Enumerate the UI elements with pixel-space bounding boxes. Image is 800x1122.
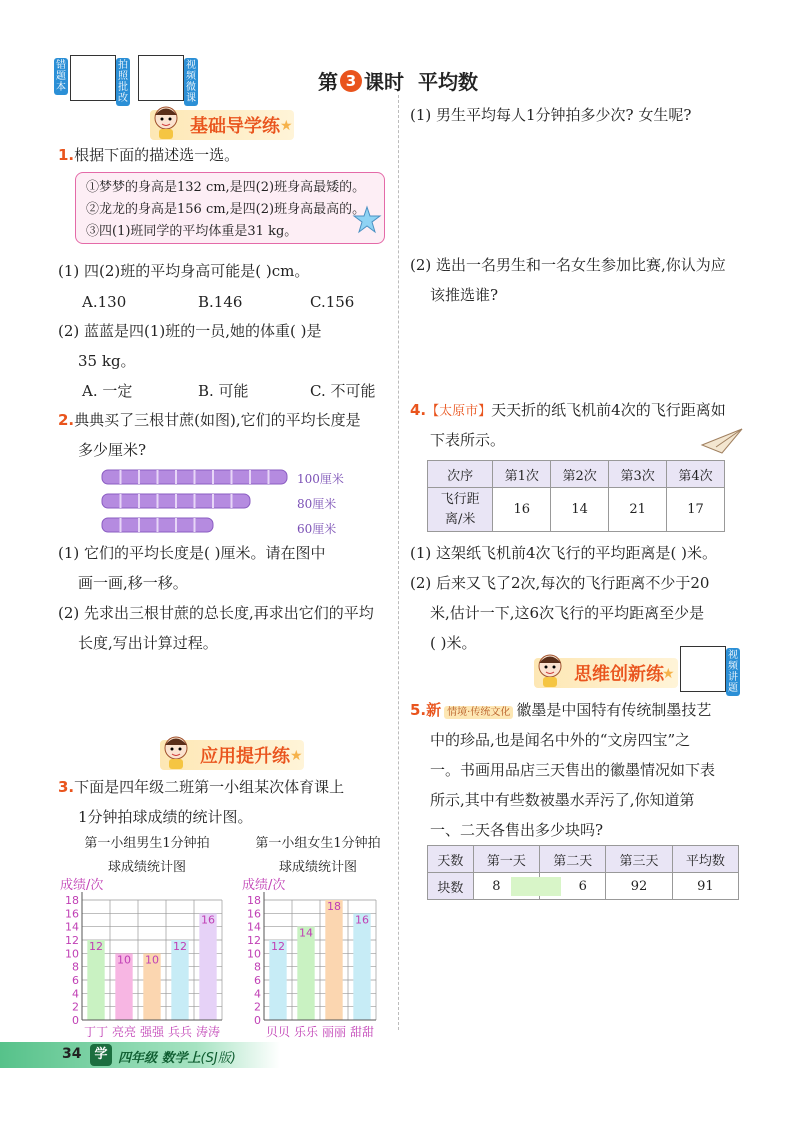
q4-stem-line2: 下表所示。 <box>430 431 506 449</box>
bar-value-label: 10 <box>117 953 131 967</box>
star-icon: ★ <box>662 666 675 682</box>
star-icon: ★ <box>280 118 293 134</box>
page-title: 第 3 课时 平均数 <box>318 70 478 94</box>
bar-value-label: 12 <box>89 940 103 953</box>
table-header: 平均数 <box>672 846 738 873</box>
q1-info-box: ①梦梦的身高是132 cm,是四(2)班身高最矮的。 ②龙龙的身高是156 cm,是四(2)班身高最高的。 ③四(1)班同学的平均体重是31 kg。 <box>75 172 385 244</box>
lesson-number-badge: 3 <box>340 70 362 92</box>
q1-stem: 1.根据下面的描述选一选。 <box>58 146 240 164</box>
sugarcane-60 <box>102 518 213 532</box>
y-tick-label: 2 <box>72 1000 79 1014</box>
q5-line4: 所示,其中有些数被墨水弄污了,你知道第 <box>430 791 695 809</box>
q3-stem: 3.下面是四年级二班第一小组某次体育课上 <box>58 778 345 796</box>
cane-label-2: 80厘米 <box>297 497 337 511</box>
y-axis-label: 成绩/次 <box>242 878 286 893</box>
qr-label-right: 视频微课 <box>186 60 196 104</box>
table-cell: 92 <box>606 873 672 900</box>
bar-value-label: 12 <box>173 940 187 953</box>
q2-part2: (2) 先求出三根甘蔗的总长度,再求出它们的平均 <box>58 604 374 622</box>
kid-mascot-icon <box>160 734 192 770</box>
q5-line3: 一。书画用品店三天售出的徽墨情况如下表 <box>430 761 716 779</box>
y-tick-label: 14 <box>65 920 79 934</box>
sugarcane-figure <box>100 466 290 538</box>
q3-sub1: (1) 男生平均每人1分钟拍多少次? 女生呢? <box>410 106 692 124</box>
cane-label-3: 60厘米 <box>297 522 337 536</box>
q5-line5: 一、二天各售出多少块吗? <box>430 821 604 839</box>
table-header: 第一天 <box>473 846 539 873</box>
paper-plane-icon <box>700 425 744 455</box>
x-tick-label: 强强 <box>139 1025 165 1038</box>
table-header: 第4次 <box>667 461 725 488</box>
y-tick-label: 12 <box>65 934 79 947</box>
y-tick-label: 2 <box>254 1000 261 1014</box>
girls-bar-chart <box>240 876 390 1038</box>
q1-opt-c[interactable]: C.156 <box>310 293 355 311</box>
y-tick-label: 16 <box>65 907 79 921</box>
q3-sub2-line2: 该推选谁? <box>430 286 499 304</box>
q1-part1: (1) 四(2)班的平均身高可能是( )cm。 <box>58 262 310 280</box>
section-basic: 基础导学练 ★ <box>150 110 294 140</box>
qr-code-icon[interactable] <box>138 55 184 101</box>
table-header: 第二天 <box>540 846 606 873</box>
q4-part2-line2: 米,估计一下,这6次飞行的平均距离至少是 <box>430 604 705 622</box>
bar <box>199 913 216 1020</box>
table-cell: 8 <box>473 873 539 900</box>
y-axis-label: 成绩/次 <box>60 878 104 893</box>
table-cell: 6 <box>540 873 606 900</box>
q1-opt-a[interactable]: A.130 <box>82 293 127 311</box>
y-tick-label: 18 <box>247 894 261 907</box>
y-tick-label: 4 <box>72 987 79 1001</box>
table-header: 第2次 <box>551 461 609 488</box>
table-header: 次序 <box>428 461 493 488</box>
bar-value-label: 16 <box>355 913 369 927</box>
bar <box>353 913 370 1020</box>
x-tick-label: 亮亮 <box>111 1025 137 1038</box>
star-icon: ★ <box>290 748 303 764</box>
x-tick-label: 乐乐 <box>293 1025 319 1038</box>
y-tick-label: 0 <box>254 1014 261 1027</box>
q4-part1: (1) 这架纸飞机前4次飞行的平均距离是( )米。 <box>410 544 718 562</box>
q2-stem-line2: 多少厘米? <box>78 441 147 459</box>
q1-part2: (2) 蓝蓝是四(1)班的一员,她的体重( )是 <box>58 322 322 340</box>
y-tick-label: 18 <box>65 894 79 907</box>
x-tick-label: 兵兵 <box>167 1025 193 1038</box>
y-tick-label: 8 <box>254 960 261 974</box>
y-tick-label: 0 <box>72 1014 79 1027</box>
table-cell: 17 <box>667 488 725 532</box>
table-header: 第1次 <box>493 461 551 488</box>
q4-part2: (2) 后来又飞了2次,每次的飞行距离不少于20 <box>410 574 710 592</box>
cartoon-star-icon <box>352 205 382 235</box>
x-tick-label: 甜甜 <box>349 1025 375 1038</box>
sugarcane-100 <box>102 470 287 484</box>
ink-sales-table <box>427 845 739 900</box>
kid-mascot-icon <box>534 652 566 688</box>
kid-mascot-icon <box>150 104 182 140</box>
q4-stem: 4.【太原市】天天折的纸飞机前4次的飞行距离如 <box>410 401 726 419</box>
y-tick-label: 16 <box>247 907 261 921</box>
q3-sub2: (2) 选出一名男生和一名女生参加比赛,你认为应 <box>410 256 726 274</box>
column-divider <box>398 95 399 1030</box>
brand-logo: 学 <box>90 1044 112 1066</box>
bar <box>297 927 314 1020</box>
bar-value-label: 16 <box>201 913 215 927</box>
y-tick-label: 14 <box>247 920 261 934</box>
chart2-title: 第一小组女生1分钟拍 球成绩统计图 <box>255 836 381 875</box>
q3-stem-line2: 1分钟拍球成绩的统计图。 <box>78 808 253 826</box>
q1-part2-line2: 35 kg。 <box>78 352 136 370</box>
q2-part1-line2: 画一画,移一移。 <box>78 574 188 592</box>
table-header: 第3次 <box>609 461 667 488</box>
bar-value-label: 18 <box>327 900 341 913</box>
page-number: 34 <box>62 1046 82 1062</box>
boys-bar-chart <box>58 876 233 1038</box>
q1-opt2-c[interactable]: C. 不可能 <box>310 382 376 400</box>
table-header: 天数 <box>428 846 474 873</box>
q5-stem: 5.新 情境·传统文化 徽墨是中国特有传统制墨技艺 <box>410 701 712 719</box>
section-apply: 应用提升练 ★ <box>160 740 304 770</box>
q5-line2: 中的珍品,也是闻名中外的“文房四宝”之 <box>430 731 691 749</box>
qr-label-right: 拍照批改 <box>118 60 128 104</box>
qr-code-icon[interactable] <box>70 55 116 101</box>
y-tick-label: 6 <box>254 974 261 987</box>
section-think: 思维创新练 ★ <box>534 658 678 688</box>
bar <box>325 900 342 1020</box>
x-tick-label: 涛涛 <box>195 1025 221 1038</box>
flight-distance-table <box>427 460 725 532</box>
y-tick-label: 8 <box>72 960 79 974</box>
table-header: 第三天 <box>606 846 672 873</box>
sugarcane-80 <box>102 494 250 508</box>
bar-value-label: 12 <box>271 940 285 953</box>
table-cell: 91 <box>672 873 738 900</box>
bar-value-label: 14 <box>299 926 313 940</box>
q2-part1: (1) 它们的平均长度是( )厘米。请在图中 <box>58 544 326 562</box>
q2-part2-line2: 长度,写出计算过程。 <box>78 634 218 652</box>
chart1-title: 第一小组男生1分钟拍 球成绩统计图 <box>84 836 210 875</box>
table-cell: 14 <box>551 488 609 532</box>
x-tick-label: 贝贝 <box>265 1025 291 1038</box>
y-tick-label: 10 <box>65 947 79 961</box>
q1-opt2-a[interactable]: A. 一定 <box>82 382 133 400</box>
table-row-label: 块数 <box>428 873 474 900</box>
table-cell: 16 <box>493 488 551 532</box>
q1-opt2-b[interactable]: B. 可能 <box>198 382 249 400</box>
qr-label-right: 视频讲题 <box>728 650 738 694</box>
q2-stem: 2.典典买了三根甘蔗(如图),它们的平均长度是 <box>58 411 361 429</box>
qr-label-left: 错题本 <box>56 60 66 93</box>
y-tick-label: 12 <box>247 934 261 947</box>
y-tick-label: 10 <box>247 947 261 961</box>
bar-value-label: 10 <box>145 953 159 967</box>
book-name: 四年级 数学上(SJ版) <box>118 1051 236 1066</box>
cane-label-1: 100厘米 <box>297 472 344 486</box>
y-tick-label: 6 <box>72 974 79 987</box>
qr-code-icon[interactable] <box>680 646 726 692</box>
x-tick-label: 丁丁 <box>83 1025 109 1038</box>
table-cell: 21 <box>609 488 667 532</box>
table-row-label: 飞行距 离/米 <box>428 488 493 532</box>
q1-opt-b[interactable]: B.146 <box>198 293 243 311</box>
y-tick-label: 4 <box>254 987 261 1001</box>
q4-part2-line3: ( )米。 <box>430 634 477 652</box>
x-tick-label: 丽丽 <box>321 1025 347 1038</box>
